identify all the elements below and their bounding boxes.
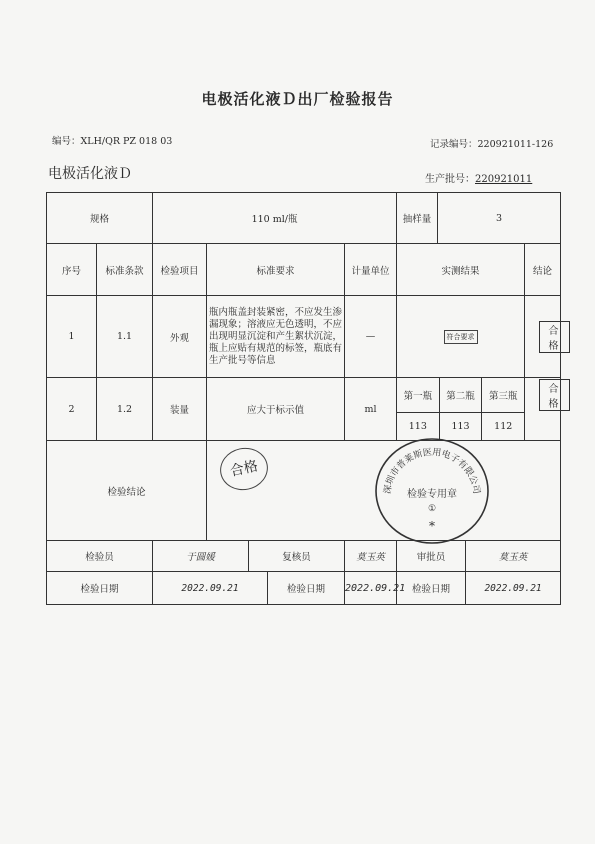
product-name: 电极活化液Ｄ — [48, 166, 132, 182]
bottle-label: 第一瓶 — [397, 378, 439, 413]
row-clause: 1.2 — [97, 378, 153, 441]
date-cell-2 — [397, 572, 561, 605]
date-label: 检验日期 — [47, 572, 153, 605]
spec-row — [47, 193, 561, 244]
inspector-label: 检验员 — [47, 541, 153, 572]
row-seq: 1 — [47, 296, 97, 378]
header-seq: 序号 — [47, 244, 97, 296]
header-unit: 计量单位 — [345, 244, 397, 296]
date-label: 检验日期 — [397, 572, 466, 604]
row-item: 装量 — [153, 378, 207, 441]
conclusion-stamp: 合格 — [539, 379, 570, 411]
approval-date: 2022.09.21 — [484, 582, 542, 594]
row-result — [397, 378, 525, 441]
header-result: 实测结果 — [397, 244, 525, 296]
row-conclusion — [525, 296, 561, 378]
sample-value: 3 — [496, 212, 503, 224]
reviewer-signature: 莫玉英 — [345, 541, 397, 572]
header-item: 检验项目 — [153, 244, 207, 296]
sample-cell — [397, 193, 561, 244]
date-cell-1 — [153, 572, 345, 605]
qualified-stamp: 合格 — [216, 443, 272, 494]
row-requirement: 应大于标示值 — [207, 378, 345, 441]
date-row — [47, 572, 561, 605]
svg-text:*: * — [429, 519, 435, 533]
approver-cell — [397, 541, 561, 572]
conclusion-label: 检验结论 — [47, 441, 207, 541]
reviewer-label: 复核员 — [282, 552, 311, 563]
spec-label: 规格 — [47, 193, 153, 244]
inspection-date: 2022.09.21 — [153, 572, 268, 604]
sample-label: 抽样量 — [397, 193, 438, 243]
svg-text:检验专用章: 检验专用章 — [407, 489, 457, 500]
batch-number: 生产批号：220921011 — [425, 174, 533, 185]
bottle-value: 112 — [482, 413, 524, 440]
date-label: 检验日期 — [287, 584, 326, 595]
report-title: 电极活化液Ｄ出厂检验报告 — [201, 90, 394, 108]
review-date: 2022.09.21 — [345, 572, 397, 605]
approver-label: 审批员 — [397, 541, 466, 571]
bottle-label: 第三瓶 — [482, 378, 524, 413]
row-unit: ml — [345, 378, 397, 441]
table-row — [47, 296, 561, 378]
row-item: 外观 — [153, 296, 207, 378]
approver-signature: 莫玉英 — [498, 552, 528, 563]
spec-value: 110 ml/瓶 — [153, 193, 397, 244]
table-row — [47, 378, 561, 441]
row-seq: 2 — [47, 378, 97, 441]
bottle-label: 第二瓶 — [439, 378, 482, 413]
inspector-reviewer-cell — [153, 541, 345, 572]
row-result — [397, 296, 525, 378]
header-row — [47, 244, 561, 296]
bottle-value: 113 — [397, 413, 439, 440]
result-stamp: 符合要求 — [444, 330, 478, 344]
inspection-seal-icon — [372, 435, 492, 545]
doc-number: 编号：XLH/QR PZ 018 03 — [52, 136, 173, 147]
signature-row — [47, 541, 561, 572]
row-clause: 1.1 — [97, 296, 153, 378]
header-requirement: 标准要求 — [207, 244, 345, 296]
header-clause: 标准条款 — [97, 244, 153, 296]
svg-text:①: ① — [427, 504, 437, 514]
svg-text:深圳市普莱斯医用电子有限公司: 深圳市普莱斯医用电子有限公司 — [382, 447, 482, 495]
conclusion-stamp: 合格 — [539, 321, 570, 353]
header-conclusion: 结论 — [525, 244, 561, 296]
row-conclusion — [525, 378, 561, 441]
record-number: 记录编号：220921011-126 — [430, 139, 554, 150]
row-unit: — — [345, 296, 397, 378]
inspector-signature: 于圆媛 — [153, 541, 249, 571]
row-requirement: 瓶内瓶盖封装紧密，不应发生渗漏现象；溶液应无色透明，不应出现明显沉淀和产生絮状沉淀，瓶上应贴有规范的标签，瓶底有生产批号等信息 — [207, 296, 345, 378]
bottle-value: 113 — [439, 413, 482, 440]
